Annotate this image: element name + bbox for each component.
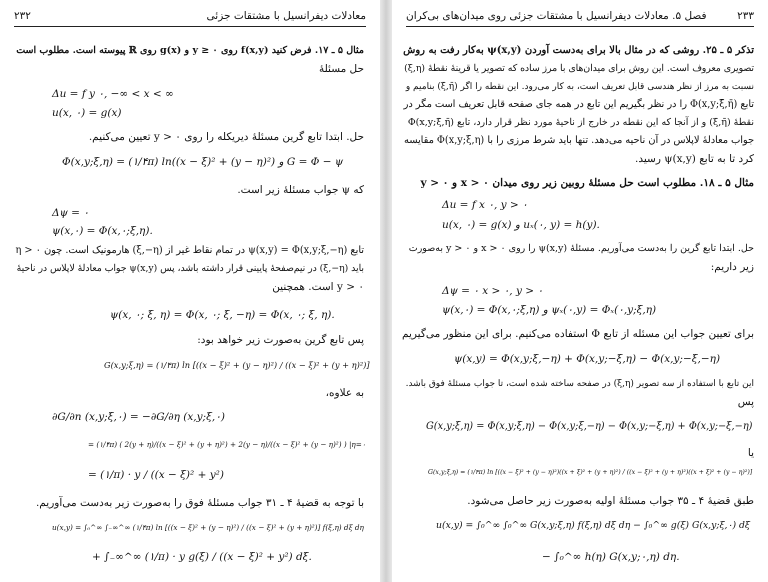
equation-line: ψ(x, ۰; ξ, η) = Φ(x, ۰; ξ, −η) = Φ(x, ۰; ξ, η). (110, 309, 335, 321)
equation-line: Δu = f x ۰, y > ۰ (442, 199, 528, 211)
right-page-number: ۲۳۳ (737, 10, 754, 22)
equation-line: G(x,y;ξ,η) = (۱/۴π) ln [((x − ξ)² + (y − η)²) / ((x − ξ)² + (y + η)²)] (104, 360, 370, 370)
text-line: تابع Φ(x,y;ξ̄,η̄) را در نظر بگیریم این تابع در همه جای صفحه قابل تعریف است مگر در (403, 99, 754, 110)
right-page (392, 0, 768, 582)
book-gutter (380, 0, 392, 582)
equation-line: G(x,y;ξ,η) = (۱/۴π) ln [((x − ξ)² + (y − η)²)((x + ξ)² + (y + η)²) / ((x − ξ)² + (y + η)²)((x + ξ)² + (y − η)²)] (428, 469, 753, 476)
text-line: جواب معادلهٔ لاپلاس در آن ناحیه می‌دهد. تنها باید شرط مرزی را با Φ(x,y;ξ,η) مقایسه (404, 135, 754, 146)
text-line: زیر داریم: (710, 261, 754, 273)
text-line: نسبت به مرز از نظر هندسی قابل تعریف است، به کار می‌رود. این نقطه را اگر (ξ̄,η̄) بنامیم و (405, 82, 754, 92)
left-running-head: معادلات دیفرانسیل با مشتقات جزئی (206, 10, 366, 22)
left-page (0, 0, 380, 582)
text-line: حل مسئلهٔ (318, 63, 364, 75)
equation-line: ∂G/∂n (x,y;ξ,۰) = −∂G/∂η (x,y;ξ,۰) (52, 411, 225, 423)
text-line: حل. ابتدا تابع گرین مسئلهٔ دیریکله را روی y > ۰ تعیین می‌کنیم. (88, 131, 364, 143)
text-line: این تابع با استفاده از سه تصویر (ξ,η) در صفحه ساخته شده است، تا جواب مسئلهٔ فوق باشد. (405, 379, 754, 389)
equation-line: ψ(x,y) = Φ(x,y;ξ,−η) + Φ(x,y;−ξ,η) − Φ(x,y;−ξ,−η) (454, 353, 721, 365)
text-line: برای تعیین جواب این مسئله از تابع Φ استفاده می‌کنیم. برای این منظور می‌گیریم (401, 328, 754, 340)
equation-line: − ∫₀^∞ h(η) G(x,y;۰,η) dη. (542, 551, 680, 563)
equation-line: = (۱/π) · y / ((x − ξ)² + y²) (88, 469, 224, 481)
text-line: مثال ۵ ـ ۱۷. فرض کنید f(x,y) روی y ≥ ۰ و g(x) روی ℝ پیوسته است. مطلوب است (16, 45, 364, 56)
text-line: نقطهٔ (ξ̄,η̄) و از آنجا که این نقطه در خارج از ناحیهٔ مورد نظر قرار دارد، تابع Φ(x,y;ξ̄,η̄) (407, 117, 754, 128)
text-line: با توجه به قضیهٔ ۴ ـ ۳۱ جواب مسئلهٔ فوق را به‌صورت زیر به‌دست می‌آوریم. (35, 497, 364, 509)
text-line: تصویری معروف است. این روش برای میدان‌های با مرز ساده که تصویر یا قرینهٔ نقطهٔ (ξ,η) (404, 63, 754, 74)
right-page-header (406, 10, 754, 27)
equation-line: G(x,y;ξ,η) = Φ(x,y;ξ,η) − Φ(x,y;ξ,−η) − Φ(x,y;−ξ,η) + Φ(x,y;−ξ,−η) (426, 421, 753, 432)
text-line: y > ۰ است. همچنین (272, 281, 364, 293)
equation-line: Δψ = ۰ x > ۰, y > ۰ (442, 285, 544, 297)
text-line: کرد تا به تابع ψ(x,y) رسید. (635, 153, 754, 165)
equation-line: u(x, ۰) = g(x) و uₓ(۰, y) = h(y). (442, 219, 600, 231)
text-line: تابع ψ(x,y) = Φ(x,y;ξ,−η) در تمام نقاط غیر از (ξ,−η) هارمونیک است. چون η > ۰ (15, 245, 364, 256)
equation-line: ψ(x,۰) = Φ(x,۰;ξ,η). (52, 225, 153, 237)
text-line: حل. ابتدا تابع گرین را به‌دست می‌آوریم. مسئلهٔ ψ(x,y) را روی x > ۰ و y > ۰ به‌صورت (408, 243, 754, 254)
text-line: طبق قضیهٔ ۴ ـ ۳۵ جواب مسئلهٔ اولیه به‌صورت زیر حاصل می‌شود. (467, 495, 754, 507)
equation-line: u(x, ۰) = g(x) (52, 107, 122, 119)
text-line: پس تابع گرین به‌صورت زیر خواهد بود: (197, 334, 364, 346)
text-line: باید (ξ,−η) در نیم‌صفحهٔ پایینی قرار داشته باشد، پس ψ(x,y) جواب معادلهٔ لاپلاس در ناحیهٔ (16, 263, 364, 274)
text-line: به علاوه، (325, 387, 364, 399)
text-line: یا (747, 447, 754, 459)
equation-line: Φ(x,y;ξ,η) = (۱/۴π) ln((x − ξ)² + (y − η)²) و G = Φ − ψ (62, 156, 344, 168)
left-page-header (14, 10, 366, 27)
equation-line: + ∫₋∞^∞ (۱/π) · y g(ξ) / ((x − ξ)² + y²) dξ. (92, 551, 312, 563)
left-page-number: ۲۳۲ (14, 10, 31, 22)
equation-line: Δψ = ۰ (52, 207, 89, 219)
equation-line: u(x,y) = ∫₀^∞ ∫₀^∞ G(x,y;ξ,η) f(ξ,η) dξ dη − ∫₀^∞ g(ξ) G(x,y;ξ,۰) dξ (436, 520, 751, 531)
equation-line: ψ(x,۰) = Φ(x,۰;ξ,η) و ψₓ(۰,y) = Φₓ(۰,y;ξ,η) (442, 304, 657, 316)
equation-line: Δu = f y ۰, −∞ < x < ∞ (52, 88, 174, 100)
equation-line: = (۱/۴π) ( 2(y + η)/((x − ξ)² + (y + η)²) + 2(y − η)/((x − ξ)² + (y − η)²) ) |η=۰ (88, 440, 366, 449)
text-line: پس (737, 396, 754, 408)
text-line: که ψ جواب مسئلهٔ زیر است. (237, 184, 364, 196)
right-running-head: فصل ۵. معادلات دیفرانسیل با مشتقات جزئی روی میدان‌های بی‌کران (406, 10, 707, 22)
equation-line: u(x,y) = ∫₀^∞ ∫₋∞^∞ (۱/۴π) ln [((x − ξ)² + (y − η)²) / ((x − ξ)² + (y + η)²)] f(ξ,η) dξ dη (52, 523, 364, 532)
text-line: تذکر ۵ ـ ۲۵. روشی که در مثال بالا برای به‌دست آوردن ψ(x,y) به‌کار رفت به روش (403, 45, 754, 56)
text-line: مثال ۵ ـ ۱۸. مطلوب است حل مسئلهٔ روبین زیر روی میدان x > ۰ و y > ۰ (420, 177, 754, 189)
